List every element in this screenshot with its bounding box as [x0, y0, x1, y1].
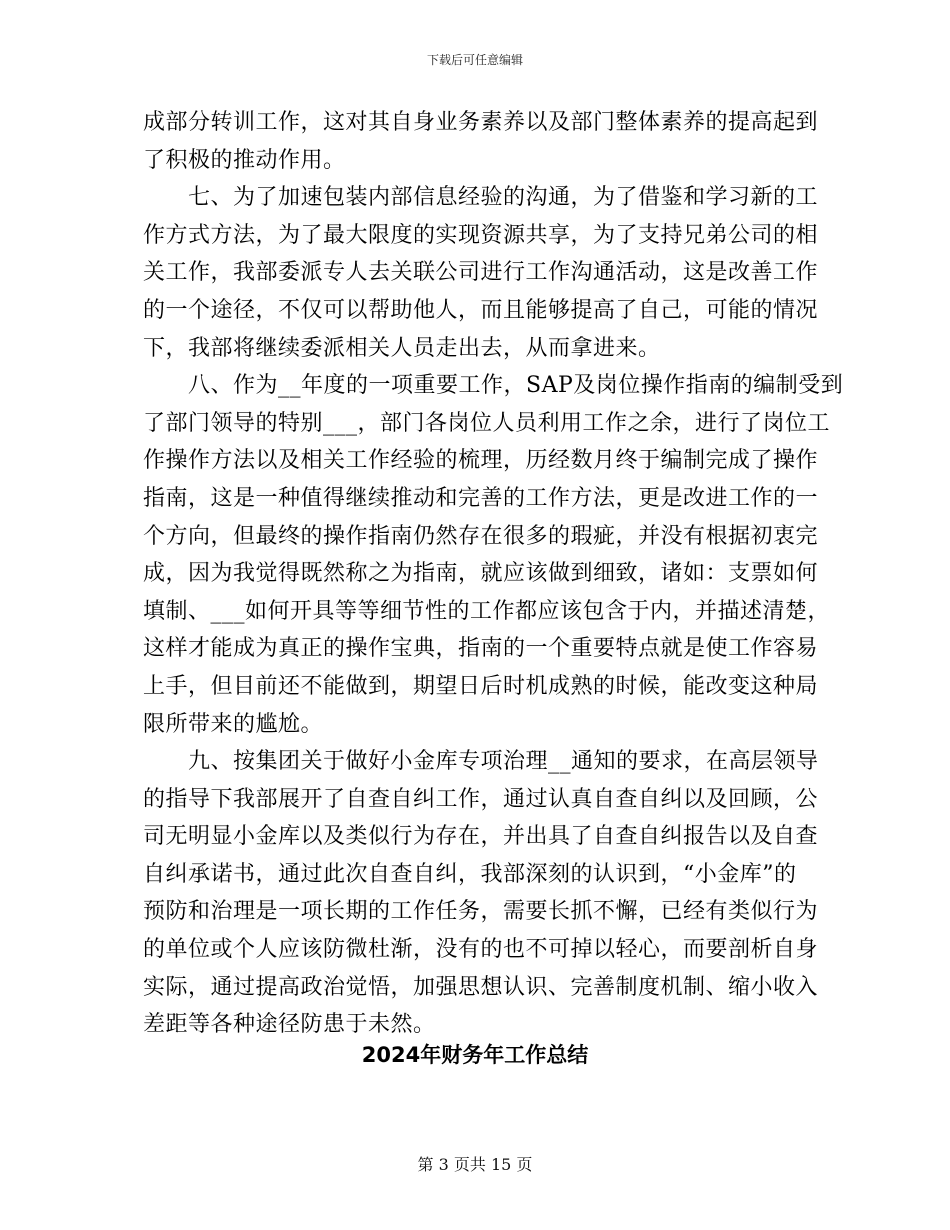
page-footer: 第 3 页共 15 页 [417, 1155, 533, 1174]
paragraph-line: 了部门领导的特别___，部门各岗位人员利用工作之余，进行了岗位工 [143, 410, 831, 436]
paragraph-line: 的单位或个人应该防微杜渐，没有的也不可掉以轻心，而要剖析自身 [143, 937, 819, 963]
paragraph-line: 这样才能成为真正的操作宝典，指南的一个重要特点就是使工作容易 [143, 636, 819, 662]
paragraph-line: 的指导下我部展开了自查自纠工作，通过认真自查自纠以及回顾，公 [143, 786, 819, 812]
paragraph-line: 预防和治理是一项长期的工作任务，需要长抓不懈，已经有类似行为 [143, 899, 819, 925]
paragraph-line: 司无明显小金库以及类似行为存在，并出具了自查自纠报告以及自查 [143, 824, 819, 850]
paragraph-line: 了积极的推动作用。 [143, 147, 346, 173]
document-body [143, 104, 844, 1044]
paragraph-line: 成，因为我觉得既然称之为指南，就应该做到细致，诸如：支票如何 [143, 561, 819, 587]
paragraph-line: 七、为了加速包装内部信息经验的沟通，为了借鉴和学习新的工 [143, 185, 819, 211]
paragraph-line: 填制、___如何开具等等细节性的工作都应该包含于内，并描述清楚， [143, 598, 831, 624]
paragraph-line: 九、按集团关于做好小金库专项治理__通知的要求，在高层领导 [143, 749, 819, 775]
paragraph-line: 成部分转训工作，这对其自身业务素养以及部门整体素养的提高起到 [143, 110, 819, 135]
paragraph-line: 指南，这是一种值得继续推动和完善的工作方法，更是改进工作的一 [143, 485, 819, 511]
paragraph-line: 个方向，但最终的操作指南仍然存在很多的瑕疵，并没有根据初衷完 [143, 523, 819, 549]
paragraph-line: 限所带来的尴尬。 [143, 711, 324, 737]
paragraph-line: 实际，通过提高政治觉悟，加强思想认识、完善制度机制、缩小收入 [143, 974, 819, 1000]
paragraph-line: 下，我部将继续委派相关人员走出去，从而拿进来。 [143, 335, 661, 361]
page-header: 下载后可任意编辑 [426, 53, 523, 67]
paragraph-line: 关工作，我部委派专人去关联公司进行工作沟通活动，这是改善工作 [143, 260, 819, 286]
section-title: 2024年财务年工作总结 [361, 1043, 589, 1067]
paragraph-line: 作方式方法，为了最大限度的实现资源共享，为了支持兄弟公司的相 [143, 222, 819, 248]
paragraph-line: 自纠承诺书，通过此次自查自纠，我部深刻的认识到，“小金库”的 [143, 861, 797, 887]
paragraph-line: 的一个途径，不仅可以帮助他人，而且能够提高了自己，可能的情况 [143, 297, 819, 323]
paragraph-line: 上手，但目前还不能做到，期望日后时机成熟的时候，能改变这种局 [143, 673, 819, 699]
paragraph-line: 差距等各种途径防患于未然。 [143, 1012, 436, 1038]
paragraph-line: 作操作方法以及相关工作经验的梳理，历经数月终于编制完成了操作 [143, 448, 819, 474]
paragraph-line: 八、作为__年度的一项重要工作，SAP及岗位操作指南的编制受到 [143, 373, 844, 399]
